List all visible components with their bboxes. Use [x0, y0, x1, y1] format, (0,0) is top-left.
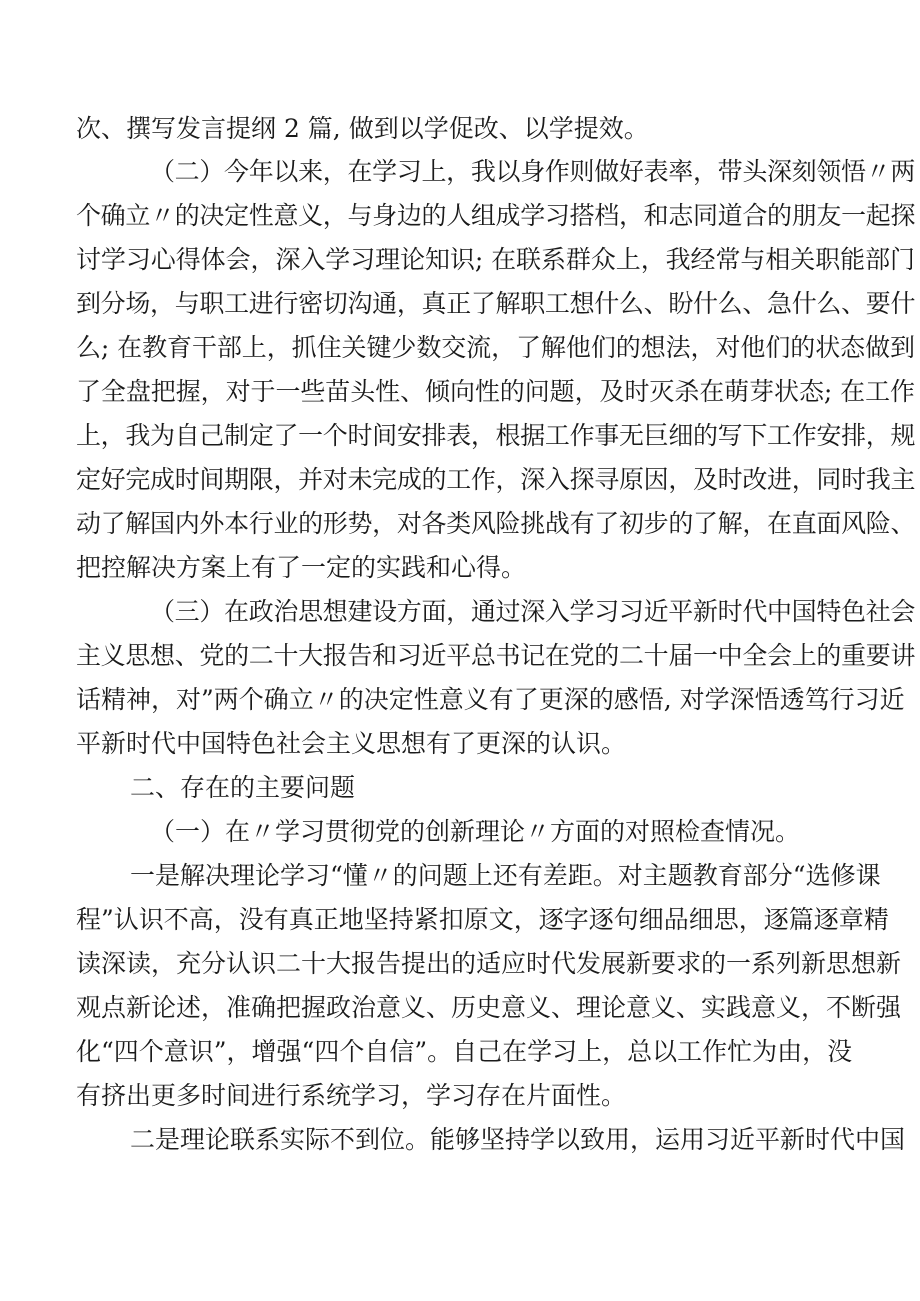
text-line: 么; 在教育干部上，抓住关键少数交流，了解他们的想法，对他们的状态做到 — [76, 333, 915, 362]
text-line: 主义思想、党的二十大报告和习近平总书记在党的二十届一中全会上的重要讲 — [76, 641, 916, 670]
text-line: 有挤出更多时间进行系统学习，学习存在片面性。 — [76, 1081, 627, 1110]
point-two-start: 二是理论联系实际不到位。能够坚持学以致用，运用习近平新时代中国 — [130, 1125, 906, 1154]
section-heading: 二、存在的主要问题 — [130, 773, 356, 802]
subsection-heading: （一）在〃学习贯彻党的创新理论〃方面的对照检查情况。 — [150, 817, 801, 846]
text-line: 程”认识不高，没有真正地坚持紧扣原文，逐字逐句细品细思，逐篇逐章精 — [76, 905, 889, 934]
text-line: 次、撰写发言提纲 2 篇, 做到以学促改、以学提效。 — [76, 114, 649, 143]
point-one-start: 一是解决理论学习“懂〃的问题上还有差距。对主题教育部分“选修课 — [130, 861, 881, 890]
paragraph-three-start: （三）在政治思想建设方面，通过深入学习习近平新时代中国特色社会 — [150, 597, 916, 626]
text-line: 话精神，对”两个确立〃的决定性意义有了更深的感悟, 对学深悟透笃行习近 — [76, 685, 905, 714]
text-line: 了全盘把握，对于一些苗头性、倾向性的问题，及时灭杀在萌芽状态; 在工作 — [76, 377, 915, 406]
text-line: 动了解国内外本行业的形势，对各类风险挑战有了初步的了解，在直面风险、 — [76, 509, 916, 538]
text-line: 讨学习心得体会，深入学习理论知识; 在联系群众上，我经常与相关职能部门 — [76, 245, 915, 274]
text-line: 到分场，与职工进行密切沟通，真正了解职工想什么、盼什么、急什么、要什 — [76, 289, 916, 318]
text-line: 定好完成时间期限，并对未完成的工作，深入探寻原因，及时改进，同时我主 — [76, 465, 916, 494]
text-line: 读深读，充分认识二十大报告提出的适应时代发展新要求的一系列新思想新 — [76, 949, 902, 978]
text-line: 观点新论述，准确把握政治意义、历史意义、理论意义、实践意义，不断强 — [76, 993, 902, 1022]
text-line: 个确立〃的决定性意义，与身边的人组成学习搭档，和志同道合的朋友一起探 — [76, 201, 916, 230]
text-line: 化“四个意识”，增强“四个自信”。自己在学习上，总以工作忙为由，没 — [76, 1037, 853, 1066]
paragraph-two-start: （二）今年以来，在学习上，我以身作则做好表率，带头深刻领悟〃两 — [150, 157, 916, 186]
text-line: 把控解决方案上有了一定的实践和心得。 — [76, 553, 527, 582]
text-line: 上，我为自己制定了一个时间安排表，根据工作事无巨细的写下工作安排，规 — [76, 421, 916, 450]
text-line: 平新时代中国特色社会主义思想有了更深的认识。 — [76, 729, 627, 758]
